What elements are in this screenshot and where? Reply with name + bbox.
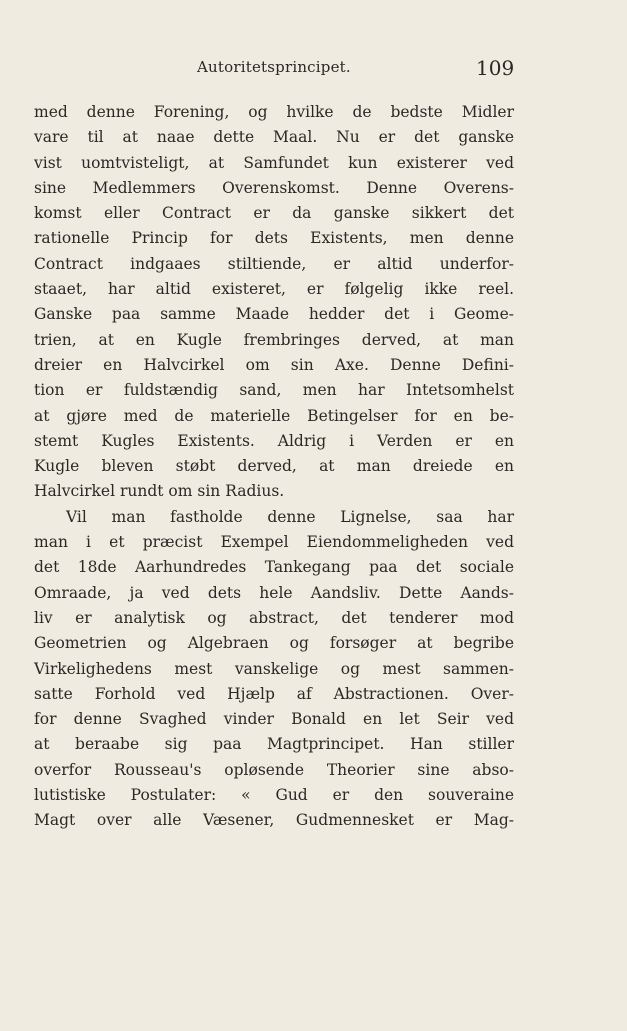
text-line: Virkelighedens mest vanskelige og mest sammen-: [34, 659, 514, 678]
text-line: tion er fuldstændig sand, men har Intetsomhelst: [34, 381, 514, 400]
paragraph-end-line: Halvcirkel rundt om sin Radius.: [34, 482, 285, 501]
text-line: stemt Kugles Existents. Aldrig i Verden er en: [34, 431, 514, 450]
text-line: Geometrien og Algebraen og forsøger at begribe: [34, 634, 514, 653]
text-line: sine Medlemmers Overenskomst. Denne Overens-: [34, 178, 514, 197]
text-line: Omraade, ja ved dets hele Aandsliv. Dette Aands-: [34, 583, 514, 602]
text-line: Contract indgaaes stiltiende, er altid underfor-: [34, 254, 514, 273]
text-line: Ganske paa samme Maade hedder det i Geome-: [34, 305, 514, 324]
text-line: lutistiske Postulater: « Gud er den souveraine: [34, 786, 514, 805]
page-number: 109: [476, 56, 515, 80]
text-line: overfor Rousseau's opløsende Theorier sine abso-: [34, 760, 514, 779]
text-line: dreier en Halvcirkel om sin Axe. Denne Defini-: [34, 355, 514, 374]
page-header: [0, 56, 627, 86]
running-head: Autoritetsprincipet.: [197, 58, 351, 76]
paragraph-start-line: Vil man fastholde denne Lignelse, saa har: [66, 507, 514, 526]
text-line: vist uomtvisteligt, at Samfundet kun existerer ved: [34, 153, 514, 172]
text-line: at gjøre med de materielle Betingelser for en be-: [34, 406, 514, 425]
text-line: at beraabe sig paa Magtprincipet. Han stiller: [34, 735, 514, 754]
text-line: for denne Svaghed vinder Bonald en let Seir ved: [34, 710, 514, 729]
text-line: vare til at naae dette Maal. Nu er det ganske: [34, 128, 514, 147]
text-line: komst eller Contract er da ganske sikkert det: [34, 204, 514, 223]
text-line: Kugle bleven støbt derved, at man dreiede en: [34, 457, 514, 476]
text-line: satte Forhold ved Hjælp af Abstractionen. Over-: [34, 684, 514, 703]
text-line: trien, at en Kugle frembringes derved, at man: [34, 330, 514, 349]
body-text: [34, 100, 514, 834]
text-line: med denne Forening, og hvilke de bedste Midler: [34, 103, 514, 121]
text-line: liv er analytisk og abstract, det tenderer mod: [34, 608, 514, 627]
text-line: staaet, har altid existeret, er følgelig ikke reel.: [34, 280, 514, 299]
text-line: det 18de Aarhundredes Tankegang paa det sociale: [34, 558, 514, 577]
text-line: Magt over alle Væsener, Gudmennesket er Mag-: [34, 811, 514, 830]
text-line: rationelle Princip for dets Existents, men denne: [34, 229, 514, 248]
text-line: man i et præcist Exempel Eiendommeligheden ved: [34, 533, 514, 552]
